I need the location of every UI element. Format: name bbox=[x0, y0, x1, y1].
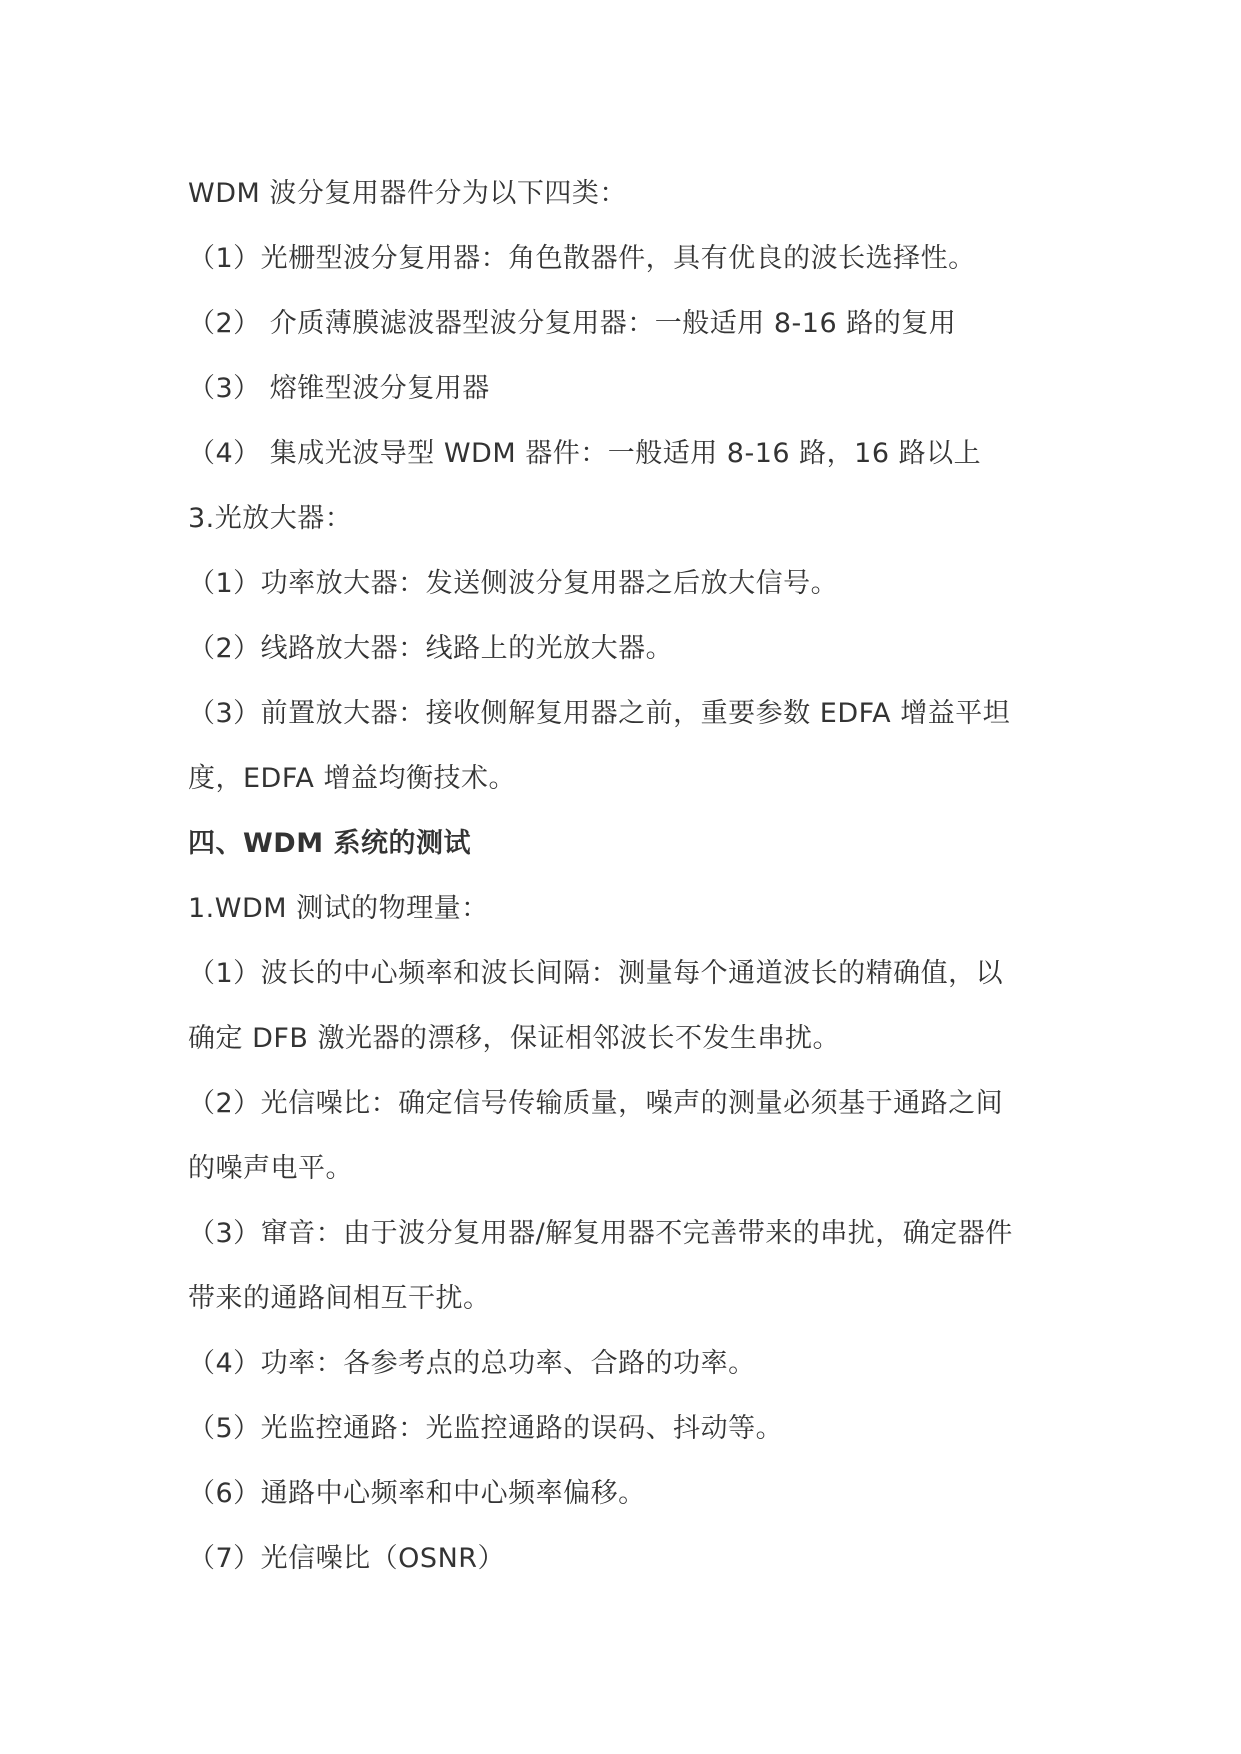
list-item: （7）光信噪比（OSNR） bbox=[188, 1543, 506, 1574]
list-item: （5）光监控通路：光监控通路的误码、抖动等。 bbox=[188, 1413, 784, 1444]
section-title: 1.WDM 测试的物理量： bbox=[188, 893, 489, 924]
list-item: （1）波长的中心频率和波长间隔：测量每个通道波长的精确值，以 bbox=[188, 958, 1004, 989]
list-item: （6）通路中心频率和中心频率偏移。 bbox=[188, 1478, 646, 1509]
list-item: （1）光栅型波分复用器：角色散器件，具有优良的波长选择性。 bbox=[188, 243, 976, 274]
list-item-continuation: 确定 DFB 激光器的漂移，保证相邻波长不发生串扰。 bbox=[188, 1023, 841, 1054]
list-item: （2） 介质薄膜滤波器型波分复用器：一般适用 8-16 路的复用 bbox=[188, 308, 957, 339]
list-item: （3）前置放大器：接收侧解复用器之前，重要参数 EDFA 增益平坦 bbox=[188, 698, 1011, 729]
list-item: （3） 熔锥型波分复用器 bbox=[188, 373, 490, 404]
list-item-continuation: 带来的通路间相互干扰。 bbox=[188, 1283, 491, 1314]
list-item: （3）窜音：由于波分复用器/解复用器不完善带来的串扰，确定器件 bbox=[188, 1218, 1013, 1249]
section-title: 3.光放大器： bbox=[188, 503, 353, 534]
wdm-device-intro: WDM 波分复用器件分为以下四类： bbox=[188, 178, 627, 209]
document-page bbox=[188, 161, 1068, 1591]
list-item: （2）线路放大器：线路上的光放大器。 bbox=[188, 633, 674, 664]
list-item: （4）功率：各参考点的总功率、合路的功率。 bbox=[188, 1348, 756, 1379]
list-item-continuation: 度，EDFA 增益均衡技术。 bbox=[188, 763, 516, 794]
chapter-heading: 四、WDM 系统的测试 bbox=[188, 828, 471, 859]
list-item-continuation: 的噪声电平。 bbox=[188, 1153, 353, 1184]
list-item: （2）光信噪比：确定信号传输质量，噪声的测量必须基于通路之间 bbox=[188, 1088, 1004, 1119]
list-item: （4） 集成光波导型 WDM 器件：一般适用 8-16 路，16 路以上 bbox=[188, 438, 982, 469]
list-item: （1）功率放大器：发送侧波分复用器之后放大信号。 bbox=[188, 568, 839, 599]
